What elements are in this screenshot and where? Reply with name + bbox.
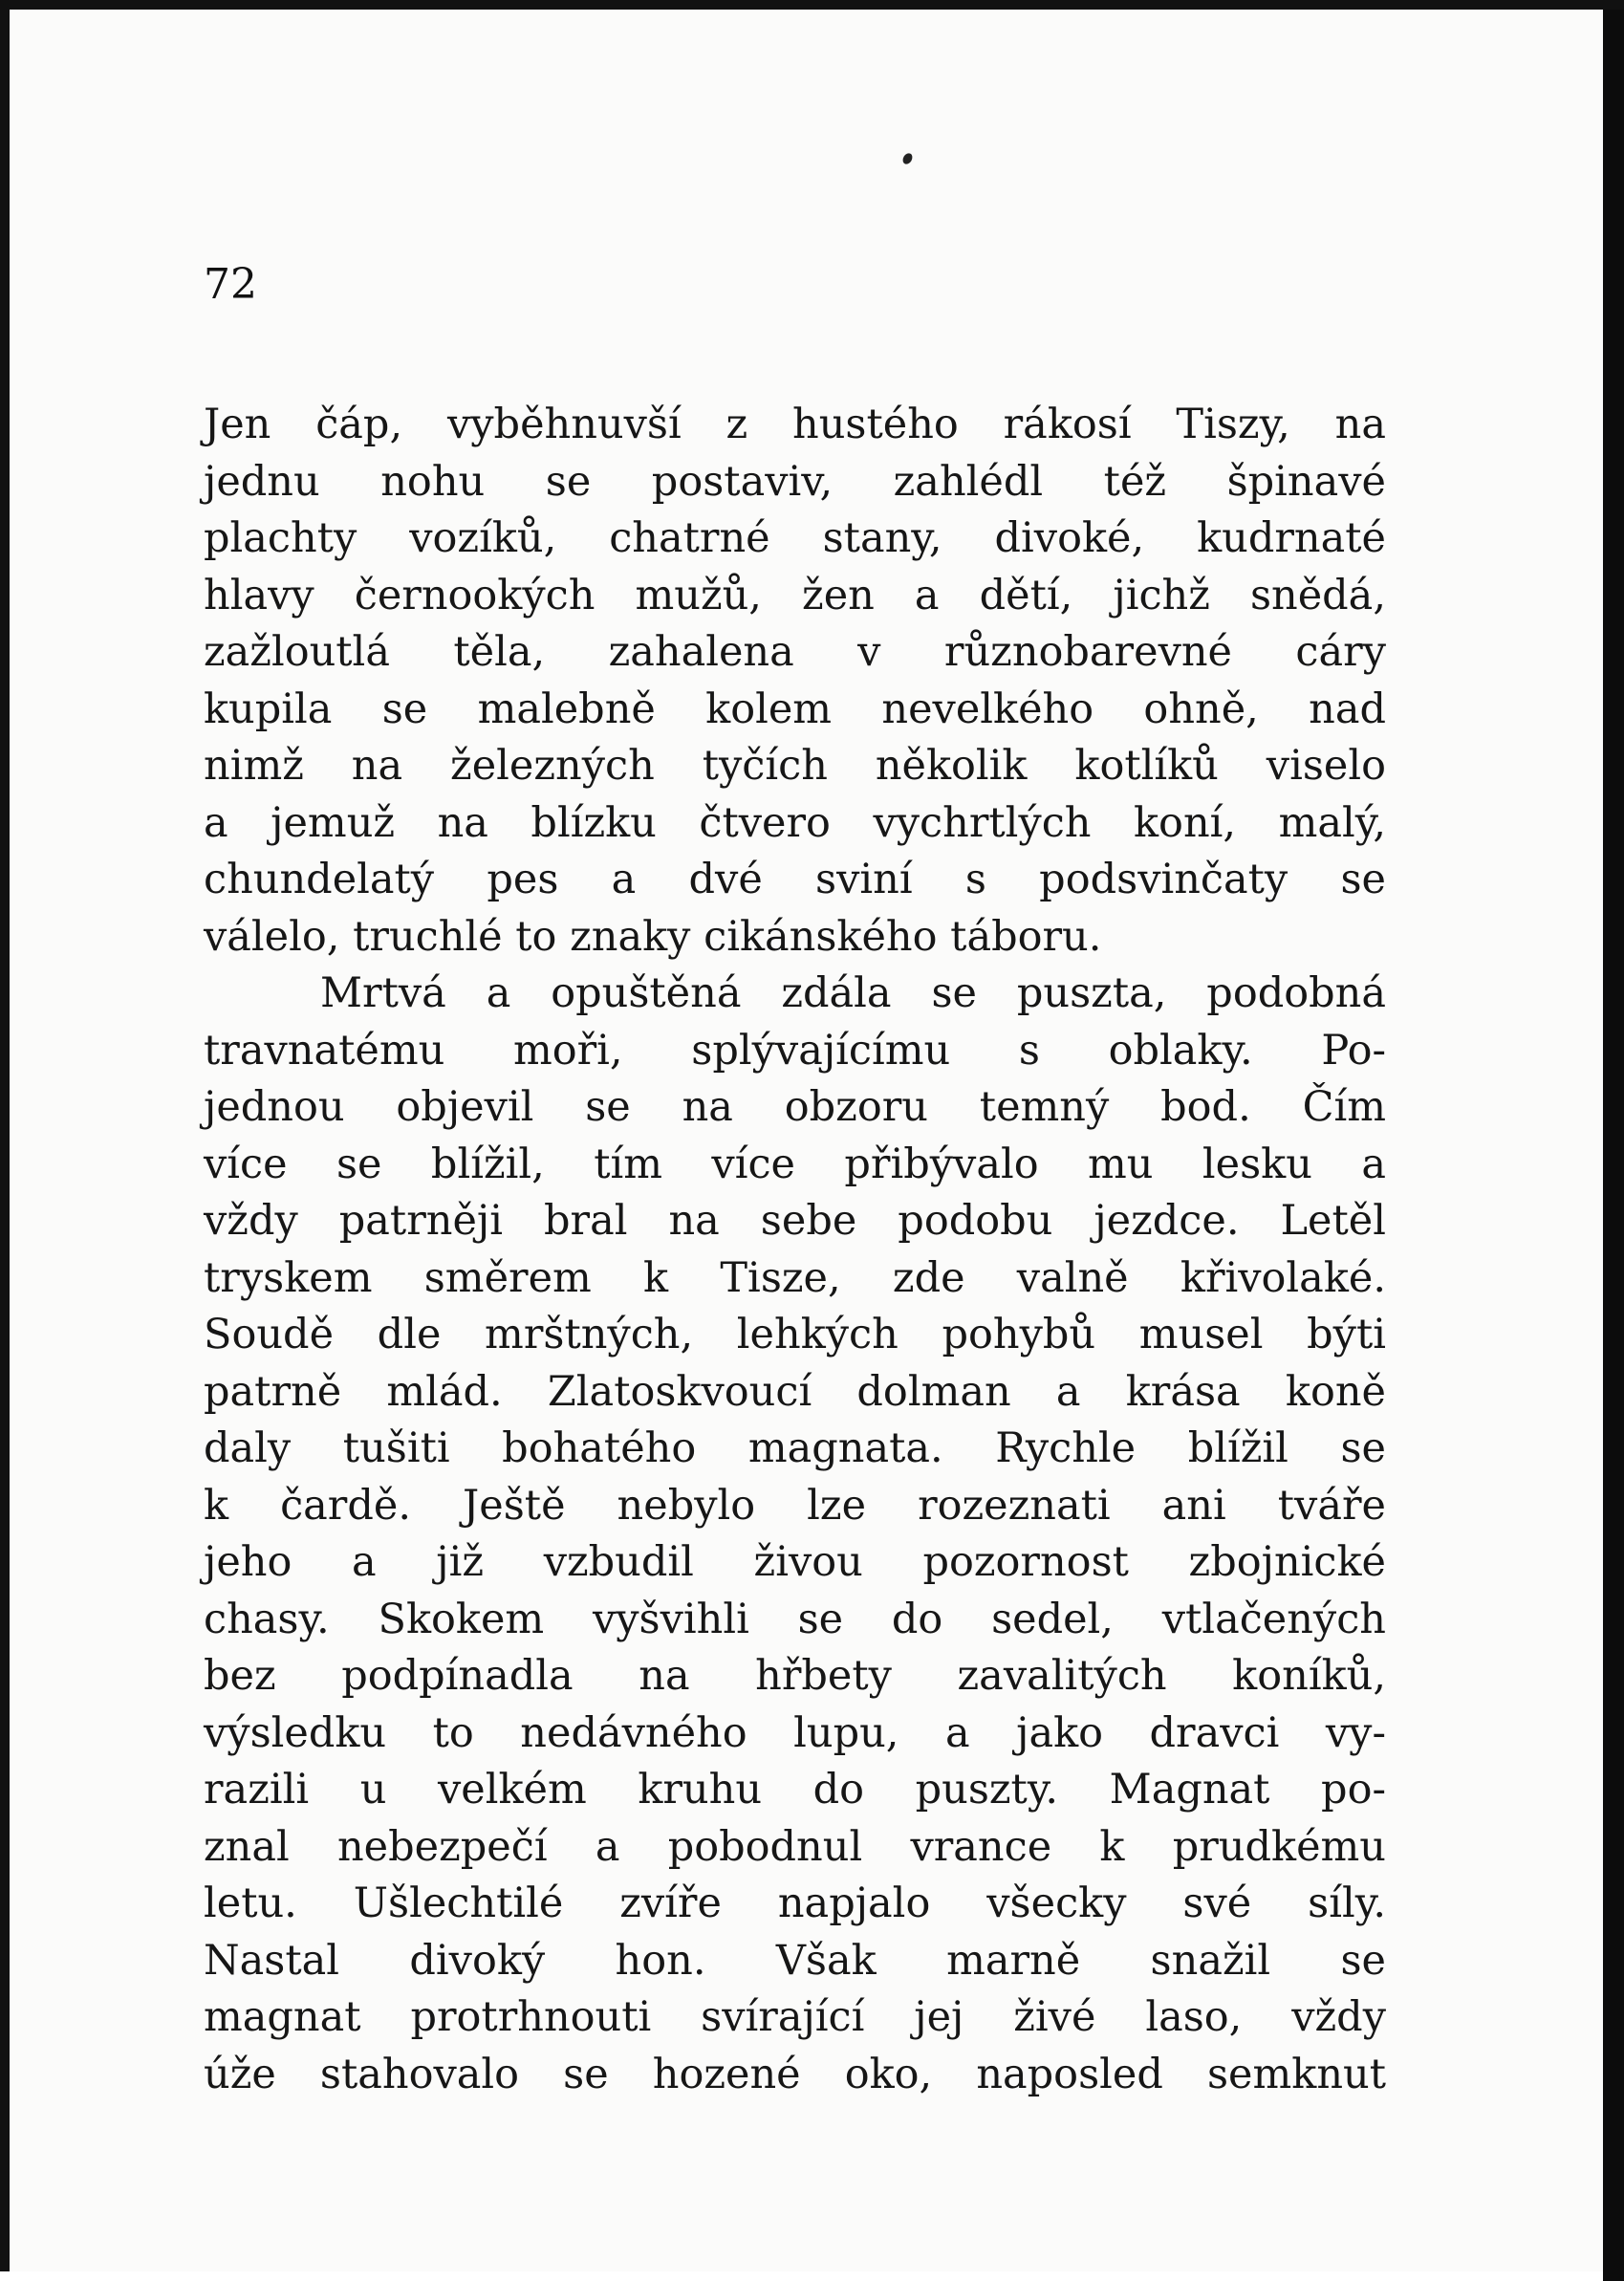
text-line: znal nebezpečí a pobodnul vrance k prudkému xyxy=(204,1822,1386,1871)
text-line: válelo, truchlé to znaky cikánského táboru. xyxy=(204,912,1102,961)
text-line: jednu nohu se postaviv, zahlédl též špinavé xyxy=(204,457,1386,506)
ink-speck xyxy=(901,152,915,166)
text-line: patrně mlád. Zlatoskvoucí dolman a krása koně xyxy=(204,1367,1386,1416)
text-line: k čardě. Ještě nebylo lze rozeznati ani tváře xyxy=(204,1481,1386,1530)
text-line: výsledku to nedávného lupu, a jako dravci vy- xyxy=(204,1708,1386,1757)
scan-border-edge xyxy=(1603,10,1624,2281)
text-line: Nastal divoký hon. Však marně snažil se xyxy=(204,1936,1386,1985)
text-line: magnat protrhnouti svírající jej živé laso, vždy xyxy=(204,1993,1386,2041)
text-line: nimž na železných tyčích několik kotlíků viselo xyxy=(204,742,1386,790)
text-line: hlavy černookých mužů, žen a dětí, jichž snědá, xyxy=(204,571,1386,619)
text-line: travnatému moři, splývajícímu s oblaky. Po- xyxy=(204,1026,1386,1075)
text-line: úže stahovalo se hozené oko, naposled semknut xyxy=(204,2050,1386,2098)
text-line: plachty vozíků, chatrné stany, divoké, kudrnaté xyxy=(204,514,1386,562)
text-line: daly tušiti bohatého magnata. Rychle blížil se xyxy=(204,1424,1386,1472)
text-line: více se blížil, tím více přibývalo mu lesku a xyxy=(204,1140,1386,1188)
text-line: razili u velkém kruhu do puszty. Magnat po- xyxy=(204,1766,1386,1814)
text-line: jednou objevil se na obzoru temný bod. Čím xyxy=(204,1083,1386,1131)
text-line: kupila se malebně kolem nevelkého ohně, nad xyxy=(204,684,1386,733)
text-line: vždy patrněji bral na sebe podobu jezdce. Letěl xyxy=(204,1197,1386,1245)
page-number: 72 xyxy=(204,260,257,309)
text-line: chundelatý pes a dvé sviní s podsvinčaty se xyxy=(204,856,1386,903)
text-line: Soudě dle mrštných, lehkých pohybů musel býti xyxy=(204,1311,1386,1358)
text-line: jeho a již vzbudil živou pozornost zbojnické xyxy=(204,1538,1386,1586)
text-line: Jen čáp, vyběhnuvší z hustého rákosí Tiszy, na xyxy=(204,401,1386,448)
text-line: a jemuž na blízku čtvero vychrtlých koní, malý, xyxy=(204,798,1386,847)
text-line: chasy. Skokem vyšvihli se do sedel, vtlačených xyxy=(204,1595,1386,1643)
text-line: zažloutlá těla, zahalena v různobarevné cáry xyxy=(204,628,1386,676)
text-line: letu. Ušlechtilé zvíře napjalo všecky své síly. xyxy=(204,1879,1386,1927)
text-line: Mrtvá a opuštěná zdála se puszta, podobná xyxy=(320,969,1386,1017)
text-line: tryskem směrem k Tisze, zde valně křivolaké. xyxy=(204,1253,1386,1302)
text-line: bez podpínadla na hřbety zavalitých koníků, xyxy=(204,1652,1386,1700)
body-text xyxy=(204,397,1386,2103)
